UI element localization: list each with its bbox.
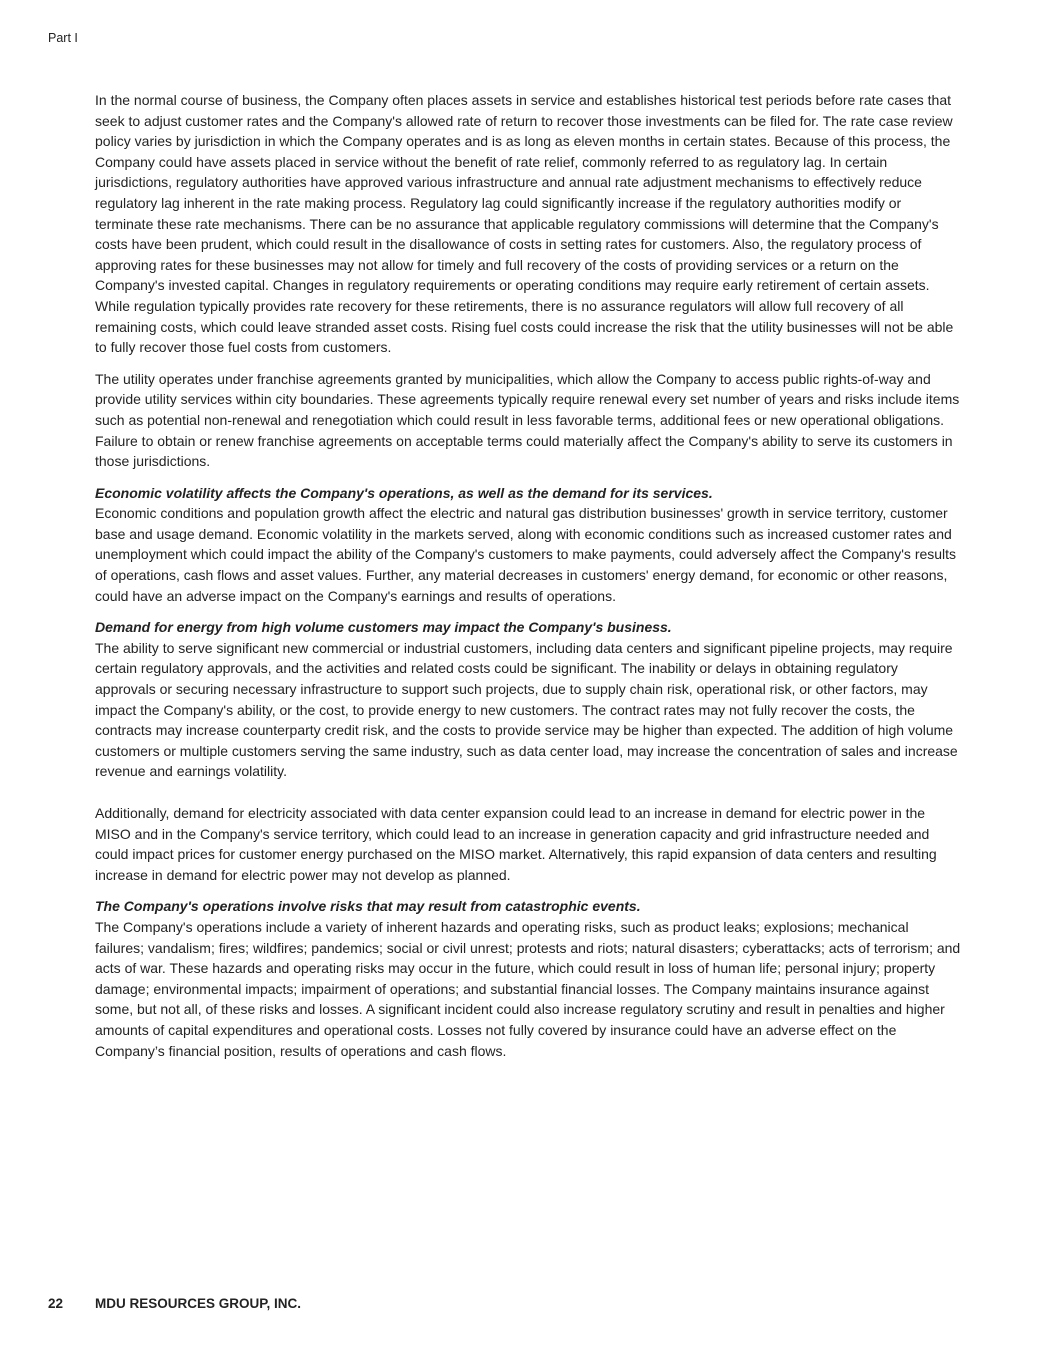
company-name: MDU RESOURCES GROUP, INC. <box>95 1296 302 1311</box>
risk-heading-economic-volatility: Economic volatility affects the Company's operations, as well as the demand for its services. <box>95 484 713 501</box>
risk-heading-catastrophic-events: The Company's operations involve risks that may result from catastrophic events. <box>95 898 641 915</box>
paragraph-high-volume-customers: The ability to serve significant new commercial or industrial customers, including data centers and significant pipeline projects, may require certain regulatory approvals, and the activities and related costs could be significant. The inability or delays in obtaining regulatory approvals or securing necessary infrastructure to support such projects, due to supply chain risk, operational risk, or other factors, may impact the Company's ability, or the cost, to provide energy to new customers. The contract rates may not fully recover the costs, the contracts may increase counterparty credit risk, and the costs to provide service may be higher than expected. The addition of high volume customers or multiple customers serving the same industry, such as data center load, may increase the concentration of sales and increase revenue and earnings volatility. <box>95 639 958 780</box>
part-label: Part I <box>48 31 78 45</box>
page-number: 22 <box>48 1296 64 1311</box>
paragraph-franchise-agreements: The utility operates under franchise agreements granted by municipalities, which allow the Company to access public rights-of-way and provide utility services within city boundaries. These agreements typically require renewal every set number of years and risks include items such as potential non-renewal and renegotiation which could result in less favorable terms, additional fees or new operational obligations. Failure to obtain or renew franchise agreements on acceptable terms could materially affect the Company's ability to serve its customers in those jurisdictions. <box>95 370 960 470</box>
paragraph-operational-hazards: The Company's operations include a variety of inherent hazards and operating risks, such as product leaks; explosions; mechanical failures; vandalism; fires; wildfires; pandemics; social or civil unrest; protests and riots; natural disasters; cyberattacks; acts of terrorism; and acts of war. These hazards and operating risks may occur in the future, which could result in loss of human life; personal injury; property damage; environmental impacts; impairment of operations; and substantial financial losses. The Company maintains insurance against some, but not all, of these risks and losses. A significant incident could also increase regulatory scrutiny and result in penalties and higher amounts of capital expenditures and operational costs. Losses not fully covered by insurance could have an adverse effect on the Company’s financial position, results of operations and cash flows. <box>95 918 961 1059</box>
document-body <box>95 90 961 1072</box>
risk-heading-high-volume-demand: Demand for energy from high volume customers may impact the Company's business. <box>95 619 672 636</box>
paragraph-data-center-expansion: Additionally, demand for electricity associated with data center expansion could lead to an increase in demand for electric power in the MISO and in the Company's service territory, which could lead to an increase in generation capacity and grid infrastructure needed and could impact prices for customer energy purchased on the MISO market. Alternatively, this rapid expansion of data centers and resulting increase in demand for electric power may not develop as planned. <box>95 805 937 883</box>
paragraph-economic-conditions: Economic conditions and population growth affect the electric and natural gas distribution businesses' growth in service territory, customer base and usage demand. Economic volatility in the markets served, along with economic conditions such as increased customer rates and unemployment which could impact the ability of the Company's customers to make payments, could adversely affect the Company's results of operations, cash flows and asset values. Further, any material decreases in customers' energy demand, for economic or other reasons, could have an adverse impact on the Company's earnings and results of operations. <box>95 505 957 604</box>
paragraph-regulatory-lag: In the normal course of business, the Company often places assets in service and establishes historical test periods before rate cases that seek to adjust customer rates and the Company's allowed rate of return to recover those investments can be filed for. The rate case review policy varies by jurisdiction in which the Company operates and is as long as eleven months in certain states. Because of this process, the Company could have assets placed in service without the benefit of rate relief, commonly referred to as regulatory lag. In certain jurisdictions, regulatory authorities have approved various infrastructure and annual rate adjustment mechanisms to effectively reduce regulatory lag inherent in the rate making process. Regulatory lag could significantly increase if the regulatory authorities modify or terminate these rate mechanisms. There can be no assurance that applicable regulatory commissions will determine that the Company's costs have been prudent, which could result in the disallowance of costs in setting rates for customers. Also, the regulatory process of approving rates for these businesses may not allow for timely and full recovery of the costs of providing services or a return on the Company's invested capital. Changes in regulatory requirements or operating conditions may require early retirement of certain assets. While regulation typically provides rate recovery for these retirements, there is no assurance regulators will allow full recovery of all remaining costs, which could leave stranded asset costs. Rising fuel costs could increase the risk that the utility businesses will not be able to fully recover those fuel costs from customers. <box>95 92 954 356</box>
page-footer <box>48 1296 301 1311</box>
